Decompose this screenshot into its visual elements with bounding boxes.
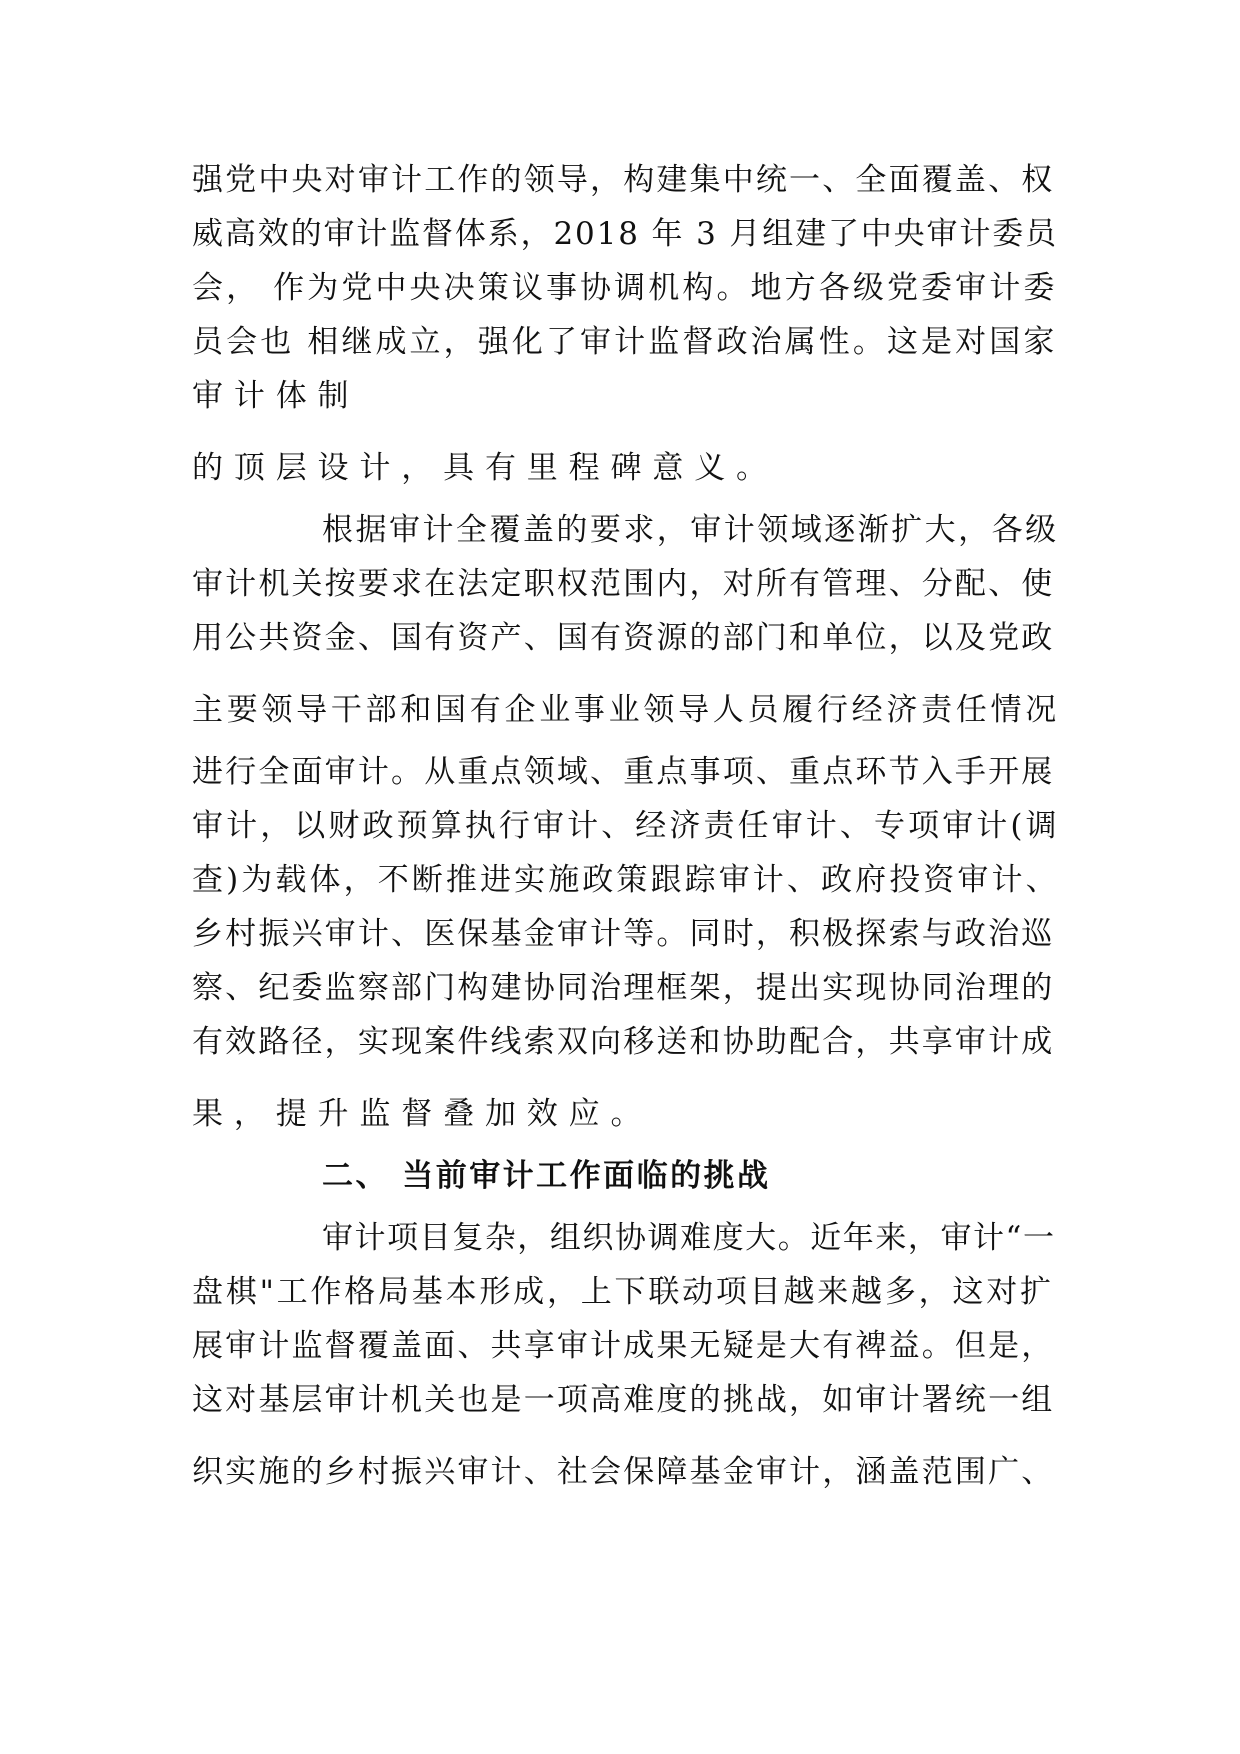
text-line: 有效路径，实现案件线索双向移送和协助配合，共享审计成	[192, 1024, 1055, 1060]
text-line: 察、纪委监察部门构建协同治理框架，提出实现协同治理的	[192, 970, 1055, 1006]
text-line: 乡村振兴审计、医保基金审计等。同时，积极探索与政治巡	[192, 916, 1055, 952]
text-line: 这对基层审计机关也是一项高难度的挑战，如审计署统一组	[192, 1382, 1055, 1418]
text-line: 会， 作为党中央决策议事协调机构。地方各级党委审计委	[192, 270, 1058, 306]
text-line: 果，提升监督叠加效应。	[192, 1096, 653, 1132]
text-line: 织实施的乡村振兴审计、社会保障基金审计，涵盖范围广、	[192, 1454, 1055, 1490]
text-line: 审计体制	[192, 378, 360, 414]
text-line: 的顶层设计，具有里程碑意义。	[192, 450, 778, 486]
text-line: 展审计监督覆盖面、共享审计成果无疑是大有裨益。但是，	[192, 1328, 1055, 1364]
text-line: 查)为载体，不断推进实施政策跟踪审计、政府投资审计、	[192, 862, 1060, 898]
text-line: 盘棋"工作格局基本形成，上下联动项目越来越多，这对扩	[192, 1274, 1054, 1310]
text-line: 强党中央对审计工作的领导，构建集中统一、全面覆盖、权	[192, 162, 1055, 198]
text-line: 审计，以财政预算执行审计、经济责任审计、专项审计(调	[192, 808, 1060, 844]
text-line: 威高效的审计监督体系，2018 年 3 月组建了中央审计委员	[192, 216, 1058, 252]
text-line: 用公共资金、国有资产、国有资源的部门和单位，以及党政	[192, 620, 1055, 656]
section-heading: 二、 当前审计工作面临的挑战	[322, 1158, 771, 1194]
text-line: 员会也 相继成立，强化了审计监督政治属性。这是对国家	[192, 324, 1058, 360]
text-line: 审计机关按要求在法定职权范围内，对所有管理、分配、使	[192, 566, 1055, 602]
text-line: 主要领导干部和国有企业事业领导人员履行经济责任情况	[192, 692, 1060, 728]
paragraph-first-line: 审计项目复杂，组织协调难度大。近年来，审计“一	[322, 1220, 1056, 1256]
paragraph-first-line: 根据审计全覆盖的要求，审计领域逐渐扩大，各级	[322, 512, 1059, 548]
text-line: 进行全面审计。从重点领域、重点事项、重点环节入手开展	[192, 754, 1055, 790]
